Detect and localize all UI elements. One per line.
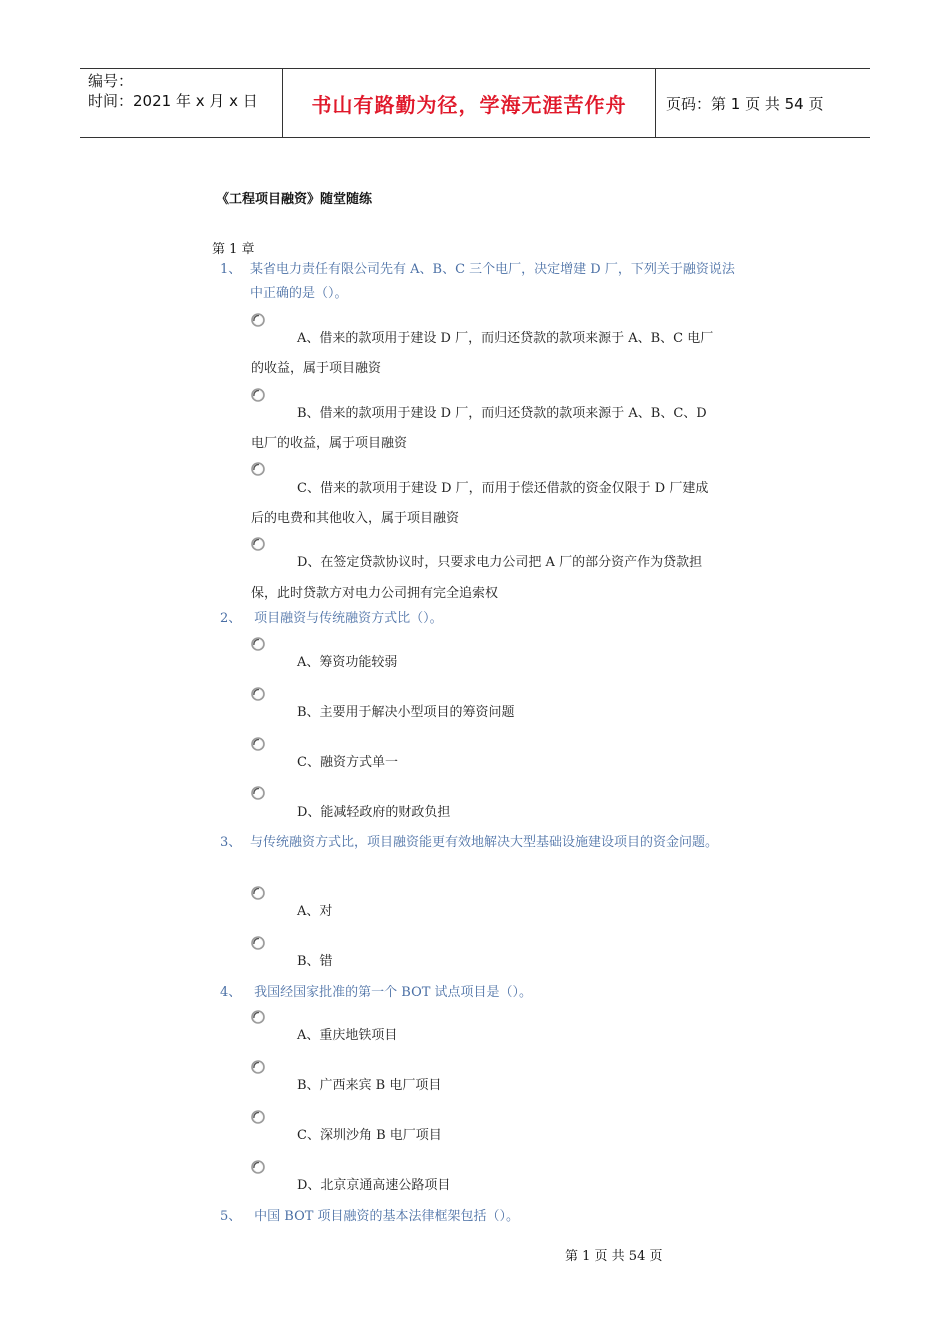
radio-option-4a[interactable]: [251, 1010, 265, 1024]
question-3: [220, 831, 719, 855]
option-2c: C、融资方式单一: [297, 755, 398, 770]
radio-option-2c[interactable]: [251, 737, 265, 751]
option-1c-line1: C、借来的款项用于建设 D 厂，而用于偿还借款的资金仅限于 D 厂建成: [297, 481, 709, 496]
option-2b: B、主要用于解决小型项目的筹资问题: [297, 705, 515, 720]
page-header: [80, 68, 870, 138]
option-3b: B、错: [297, 954, 333, 969]
time-label: 时间：2021 年 x 月 x 日: [88, 92, 258, 110]
question-text: 中国 BOT 项目融资的基本法律框架包括（）。: [254, 1209, 520, 1224]
option-1b-line2: 电厂的收益，属于项目融资: [251, 436, 408, 451]
radio-option-4d[interactable]: [251, 1160, 265, 1174]
number-label: 编号：: [88, 72, 134, 90]
option-2d: D、能减轻政府的财政负担: [297, 805, 451, 820]
question-5: [220, 1205, 744, 1229]
option-4c: C、深圳沙角 B 电厂项目: [297, 1128, 442, 1143]
option-1a-line2: 的收益，属于项目融资: [251, 361, 382, 376]
question-text: 项目融资与传统融资方式比（）。: [254, 611, 443, 626]
question-number: 2、: [220, 611, 242, 626]
chapter-heading: 第 1 章: [212, 242, 255, 257]
radio-option-4c[interactable]: [251, 1110, 265, 1124]
option-2a: A、筹资功能较弱: [297, 655, 398, 670]
question-4: [220, 981, 744, 1005]
option-1a-line1: A、借来的款项用于建设 D 厂，而归还贷款的款项来源于 A、B、C 电厂: [297, 331, 714, 346]
option-1d-line2: 保，此时贷款方对电力公司拥有完全追索权: [251, 586, 499, 601]
question-number: 1、: [220, 262, 242, 277]
option-4a: A、重庆地铁项目: [297, 1028, 398, 1043]
option-1d-line1: D、在签定贷款协议时，只要求电力公司把 A 厂的部分资产作为贷款担: [297, 555, 703, 570]
question-text: 我国经国家批准的第一个 BOT 试点项目是（）。: [254, 985, 533, 1000]
radio-option-1c[interactable]: [251, 462, 265, 476]
document-title: 《工程项目融资》随堂随练: [216, 192, 373, 207]
question-number: 3、: [220, 835, 242, 850]
option-3a: A、对: [297, 904, 333, 919]
question-number: 5、: [220, 1209, 242, 1224]
radio-option-2b[interactable]: [251, 687, 265, 701]
option-1b-line1: B、借来的款项用于建设 D 厂，而归还贷款的款项来源于 A、B、C、D: [297, 406, 707, 421]
radio-option-1d[interactable]: [251, 537, 265, 551]
radio-option-2a[interactable]: [251, 637, 265, 651]
radio-option-4b[interactable]: [251, 1060, 265, 1074]
question-text: 某省电力责任有限公司先有 A、B、C 三个电厂，决定增建 D 厂，下列关于融资说法中正确的是（）。: [250, 262, 735, 301]
header-motto: 书山有路勤为径，学海无涯苦作舟: [282, 69, 656, 137]
header-page-info: 页码：第 1 页 共 54 页: [666, 94, 824, 113]
question-1: [220, 258, 735, 301]
question-text: 与传统融资方式比，项目融资能更有效地解决大型基础设施建设项目的资金问题。: [250, 835, 719, 850]
radio-option-3b[interactable]: [251, 936, 265, 950]
option-1c-line2: 后的电费和其他收入，属于项目融资: [251, 511, 460, 526]
header-meta: [80, 69, 282, 137]
radio-option-1b[interactable]: [251, 388, 265, 402]
question-2: [220, 607, 744, 631]
option-4b: B、广西来宾 B 电厂项目: [297, 1078, 442, 1093]
radio-option-1a[interactable]: [251, 313, 265, 327]
option-4d: D、北京京通高速公路项目: [297, 1178, 451, 1193]
page-footer: 第 1 页 共 54 页: [565, 1249, 663, 1264]
radio-option-2d[interactable]: [251, 786, 265, 800]
question-number: 4、: [220, 985, 242, 1000]
radio-option-3a[interactable]: [251, 886, 265, 900]
